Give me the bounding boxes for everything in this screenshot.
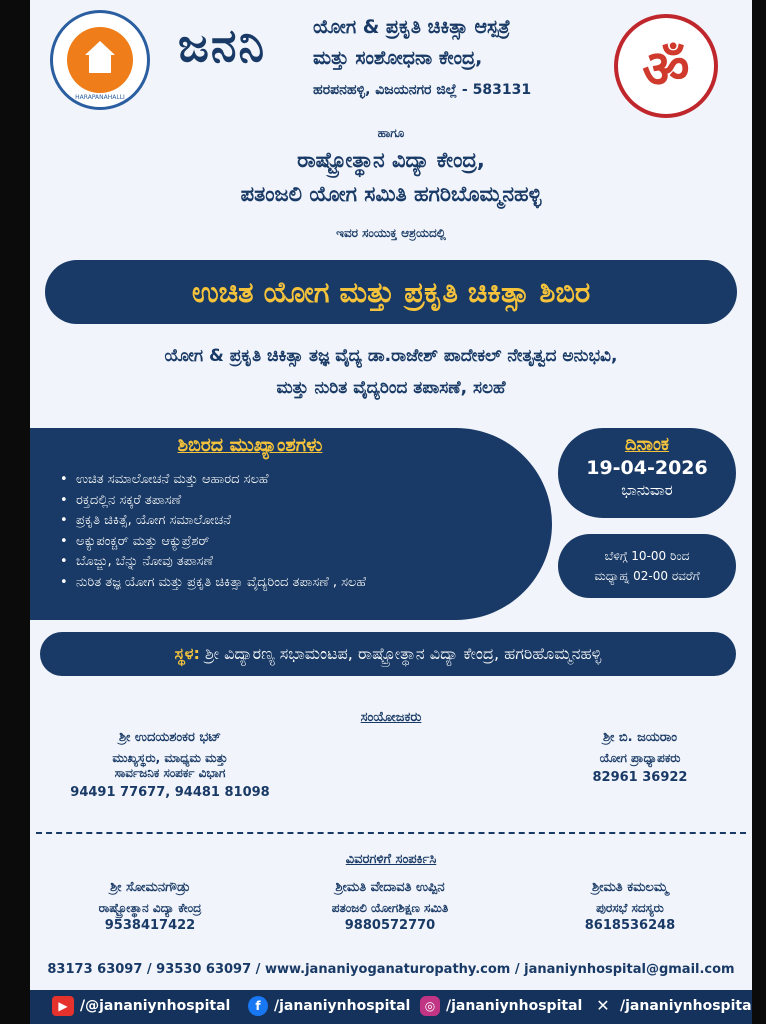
organizer-name: ಶ್ರೀ ಬಿ. ಜಯರಾಂ (602, 730, 678, 745)
org-line-2: ಮತ್ತು ಸಂಶೋಧನಾ ಕೇಂದ್ರ, (313, 47, 483, 69)
organizer-role: ಸಾರ್ವಜನಿಕ ಸಂಪರ್ಕ ವಿಭಾಗ (114, 766, 226, 780)
camp-title: ಉಚಿತ ಯೋಗ ಮತ್ತು ಪ್ರಕೃತಿ ಚಿಕಿತ್ಸಾ ಶಿಬಿರ (191, 275, 591, 309)
poster (30, 0, 752, 1024)
contact-phone: 9538417422 (104, 918, 196, 933)
date-value: 19-04-2026 (586, 457, 708, 479)
contact-name: ಶ್ರೀ ಸೋಮನಗೌಡ್ರು (110, 880, 190, 895)
and-label: ಹಾಗೂ (377, 126, 405, 140)
time-box (558, 534, 736, 598)
date-label: ದಿನಾಂಕ (624, 434, 670, 455)
contact-role: ರಾಷ್ಟ್ರೋತ್ಥಾನ ವಿದ್ಯಾ ಕೇಂದ್ರ (98, 901, 202, 915)
youtube-link[interactable] (52, 996, 230, 1016)
om-icon: ॐ (642, 40, 690, 100)
house-icon (85, 41, 115, 55)
highlights-panel (30, 428, 552, 620)
youtube-handle: /@jananiynhospital (80, 998, 231, 1014)
divider (36, 832, 746, 834)
brand-name: ಜನನಿ (178, 18, 267, 72)
organizers-title: ಸಂಯೋಜಕರು (360, 710, 422, 725)
facebook-handle: /jananiynhospital (274, 998, 411, 1014)
date-box (558, 428, 736, 518)
x-handle: /jananiynhospita (620, 998, 752, 1014)
highlight-item: • ಉಚಿತ ಸಮಾಲೋಚನೆ ಮತ್ತು ಆಹಾರದ ಸಲಹೆ (60, 470, 366, 491)
time-end: ಮಧ್ಯಾಹ್ನ 02-00 ರವರೆಗೆ (594, 569, 700, 583)
contact-info-line[interactable]: 83173 63097 / 93530 63097 / www.jananiyoganaturopathy.com / jananiynhospital@gmail.com (47, 962, 735, 977)
x-link[interactable] (592, 996, 752, 1016)
highlight-item: • ಬೊಜ್ಜು, ಬೆನ್ನು ನೋವು ತಪಾಸಣೆ (60, 552, 366, 573)
organizer-role: ಯೋಗ ಪ್ರಾಧ್ಯಾಪಕರು (599, 751, 681, 765)
contact-3 (530, 880, 730, 933)
logo-caption: HARAPANAHALLI (75, 94, 125, 101)
instagram-link[interactable] (420, 996, 582, 1016)
highlights-title: ಶಿಬಿರದ ಮುಖ್ಯಾಂಶಗಳು (177, 434, 323, 456)
contact-1 (50, 880, 250, 933)
organizer-phone: 82961 36922 (592, 770, 688, 785)
partner-line-2: ಪತಂಜಲಿ ಯೋಗ ಸಮಿತಿ ಹಗರಿಬೊಮ್ಮನಹಳ್ಳಿ (240, 182, 542, 206)
organizer-2 (550, 730, 730, 785)
x-icon: ✕ (596, 996, 610, 1015)
facebook-icon: f (248, 996, 268, 1016)
highlights-list (60, 470, 366, 593)
social-bar (30, 990, 752, 1024)
highlight-item: • ಅಕ್ಯುಪಂಕ್ಚರ್ ಮತ್ತು ಆಕ್ಯುಪ್ರೆಶರ್ (60, 532, 366, 553)
contact-role: ಪುರಸಭೆ ಸದಸ್ಯರು (596, 901, 664, 915)
facebook-link[interactable] (248, 996, 410, 1016)
highlight-item: • ರಕ್ತದಲ್ಲಿನ ಸಕ್ಕರೆ ತಪಾಸಣೆ (60, 491, 366, 512)
joint-auspices: ಇವರ ಸಂಯುಕ್ತ ಆಶ್ರಯದಲ್ಲಿ (336, 226, 446, 240)
partner-line-1: ರಾಷ್ಟ್ರೋತ್ಥಾನ ವಿದ್ಯಾ ಕೇಂದ್ರ, (297, 148, 485, 172)
contact-phone: 9880572770 (344, 918, 436, 933)
date-day: ಭಾನುವಾರ (621, 481, 673, 499)
org-address: ಹರಪನಹಳ್ಳಿ, ವಿಜಯನಗರ ಜಿಲ್ಲೆ - 583131 (313, 82, 532, 98)
highlight-item: • ನುರಿತ ತಜ್ಞ ಯೋಗ ಮತ್ತು ಪ್ರಕೃತಿ ಚಿಕಿತ್ಸಾ ವೈದ್ಯರಿಂದ ತಪಾಸಣೆ , ಸಲಹೆ (60, 573, 366, 594)
contact-phone: 8618536248 (584, 918, 676, 933)
venue-bar (40, 632, 736, 676)
organizer-1 (50, 730, 290, 800)
highlight-item: • ಪ್ರಕೃತಿ ಚಿಕಿತ್ಸೆ, ಯೋಗ ಸಮಾಲೋಚನೆ (60, 511, 366, 532)
contact-role: ಪತಂಜಲಿ ಯೋಗಶಿಕ್ಷಣ ಸಮಿತಿ (331, 901, 449, 915)
venue-text: ಶ್ರೀ ವಿದ್ಯಾರಣ್ಯ ಸಭಾಮಂಟಪ, ರಾಷ್ಟ್ರೋತ್ಥಾನ ವಿದ್ಯಾ ಕೇಂದ್ರ, ಹಗರಿಹೊಮ್ಮನಹಳ್ಳಿ (204, 644, 602, 663)
organizer-role: ಮುಖ್ಯಸ್ಥರು, ಮಾಧ್ಯಮ ಮತ್ತು (112, 751, 228, 765)
hospital-logo (50, 10, 150, 110)
description-line-1: ಯೋಗ & ಪ್ರಕೃತಿ ಚಿಕಿತ್ಸಾ ತಜ್ಞ ವೈದ್ಯ ಡಾ.ರಾಜೇಶ್ ಪಾದೇಕಲ್ ನೇತೃತ್ವದ ಅನುಭವಿ, (164, 346, 618, 366)
time-start: ಬೆಳಿಗ್ಗೆ 10-00 ರಿಂದ (604, 549, 690, 563)
om-yoga-logo (614, 14, 718, 118)
instagram-handle: /jananiynhospital (446, 998, 583, 1014)
org-line-1: ಯೋಗ & ಪ್ರಕೃತಿ ಚಿಕಿತ್ಸಾ ಆಸ್ಪತ್ರೆ (313, 16, 511, 38)
contact-2 (280, 880, 500, 933)
contact-name: ಶ್ರೀಮತಿ ವೇದಾವತಿ ಉಪ್ಪಿನ (335, 880, 445, 895)
camp-title-banner (45, 260, 737, 324)
contacts-title: ವಿವರಗಳಿಗೆ ಸಂಪರ್ಕಿಸಿ (345, 852, 437, 867)
youtube-icon: ▶ (52, 996, 74, 1016)
venue-label: ಸ್ಥಳ: (174, 644, 200, 663)
instagram-icon: ◎ (420, 996, 440, 1016)
organizer-phone: 94491 77677, 94481 81098 (70, 785, 270, 800)
description-line-2: ಮತ್ತು ನುರಿತ ವೈದ್ಯರಿಂದ ತಪಾಸಣೆ, ಸಲಹೆ (276, 378, 506, 398)
contact-name: ಶ್ರೀಮತಿ ಕಮಲಮ್ಮ (592, 880, 668, 895)
organizer-name: ಶ್ರೀ ಉದಯಶಂಕರ ಭಟ್ (118, 730, 222, 745)
